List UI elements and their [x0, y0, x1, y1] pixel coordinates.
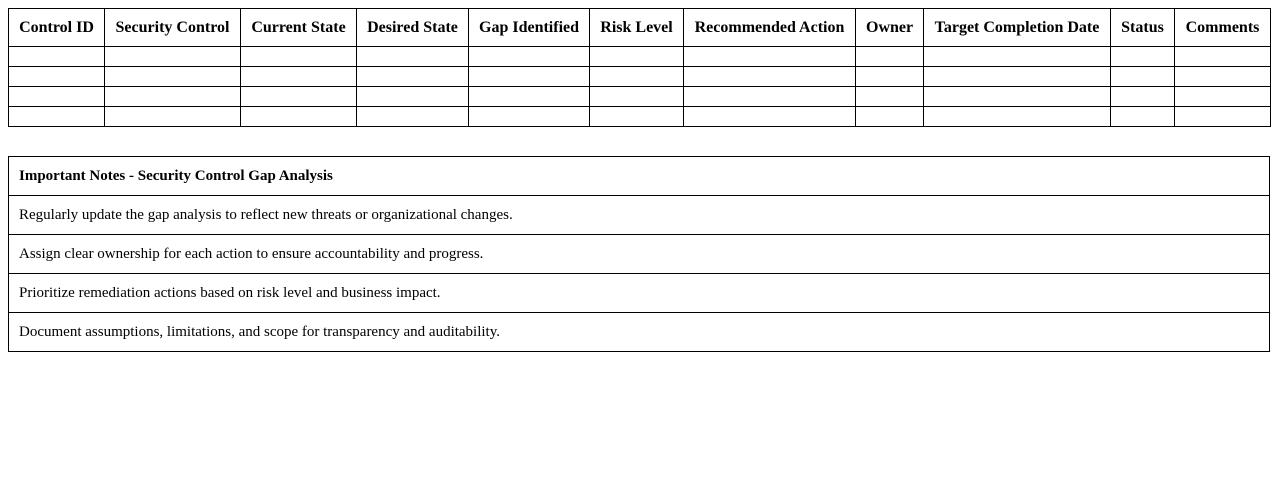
table-cell[interactable] — [590, 107, 684, 127]
table-row — [9, 87, 1271, 107]
table-cell[interactable] — [357, 47, 469, 67]
table-cell[interactable] — [105, 107, 241, 127]
table-cell[interactable] — [357, 107, 469, 127]
table-cell[interactable] — [357, 67, 469, 87]
notes-row — [9, 274, 1270, 313]
gap-analysis-table — [8, 8, 1271, 127]
table-cell[interactable] — [590, 87, 684, 107]
column-header-recommended-action: Recommended Action — [684, 9, 856, 47]
table-cell[interactable] — [9, 107, 105, 127]
table-cell[interactable] — [856, 107, 924, 127]
column-header-status: Status — [1111, 9, 1175, 47]
table-cell[interactable] — [105, 47, 241, 67]
table-row — [9, 67, 1271, 87]
table-header-row — [9, 9, 1271, 47]
table-cell[interactable] — [856, 47, 924, 67]
table-cell[interactable] — [590, 47, 684, 67]
notes-row — [9, 235, 1270, 274]
table-cell[interactable] — [1111, 87, 1175, 107]
column-header-desired-state: Desired State — [357, 9, 469, 47]
table-cell[interactable] — [924, 107, 1111, 127]
table-cell[interactable] — [1111, 107, 1175, 127]
note-item: Document assumptions, limitations, and scope for transparency and auditability. — [9, 313, 1270, 352]
table-cell[interactable] — [684, 67, 856, 87]
table-cell[interactable] — [241, 47, 357, 67]
table-cell[interactable] — [924, 87, 1111, 107]
table-cell[interactable] — [684, 87, 856, 107]
table-cell[interactable] — [469, 67, 590, 87]
table-cell[interactable] — [1175, 107, 1271, 127]
column-header-comments: Comments — [1175, 9, 1271, 47]
table-cell[interactable] — [469, 47, 590, 67]
table-cell[interactable] — [105, 87, 241, 107]
note-item: Regularly update the gap analysis to reflect new threats or organizational changes. — [9, 196, 1270, 235]
table-cell[interactable] — [856, 67, 924, 87]
column-header-target-completion-date: Target Completion Date — [924, 9, 1111, 47]
table-cell[interactable] — [1175, 47, 1271, 67]
notes-row — [9, 196, 1270, 235]
column-header-gap-identified: Gap Identified — [469, 9, 590, 47]
column-header-current-state: Current State — [241, 9, 357, 47]
table-cell[interactable] — [469, 87, 590, 107]
column-header-security-control: Security Control — [105, 9, 241, 47]
table-cell[interactable] — [590, 67, 684, 87]
table-cell[interactable] — [241, 87, 357, 107]
table-cell[interactable] — [9, 87, 105, 107]
note-item: Prioritize remediation actions based on risk level and business impact. — [9, 274, 1270, 313]
table-cell[interactable] — [357, 87, 469, 107]
table-cell[interactable] — [856, 87, 924, 107]
table-cell[interactable] — [684, 47, 856, 67]
table-cell[interactable] — [241, 67, 357, 87]
table-cell[interactable] — [469, 107, 590, 127]
column-header-owner: Owner — [856, 9, 924, 47]
table-cell[interactable] — [9, 47, 105, 67]
table-cell[interactable] — [1111, 47, 1175, 67]
table-cell[interactable] — [105, 67, 241, 87]
table-cell[interactable] — [924, 67, 1111, 87]
column-header-control-id: Control ID — [9, 9, 105, 47]
notes-title: Important Notes - Security Control Gap Analysis — [9, 157, 1270, 196]
important-notes-table — [8, 156, 1270, 352]
table-cell[interactable] — [1111, 67, 1175, 87]
table-cell[interactable] — [241, 107, 357, 127]
table-cell[interactable] — [924, 47, 1111, 67]
column-header-risk-level: Risk Level — [590, 9, 684, 47]
table-cell[interactable] — [684, 107, 856, 127]
table-row — [9, 47, 1271, 67]
table-row — [9, 107, 1271, 127]
table-cell[interactable] — [1175, 67, 1271, 87]
note-item: Assign clear ownership for each action to ensure accountability and progress. — [9, 235, 1270, 274]
table-cell[interactable] — [9, 67, 105, 87]
table-cell[interactable] — [1175, 87, 1271, 107]
notes-header-row — [9, 157, 1270, 196]
notes-row — [9, 313, 1270, 352]
